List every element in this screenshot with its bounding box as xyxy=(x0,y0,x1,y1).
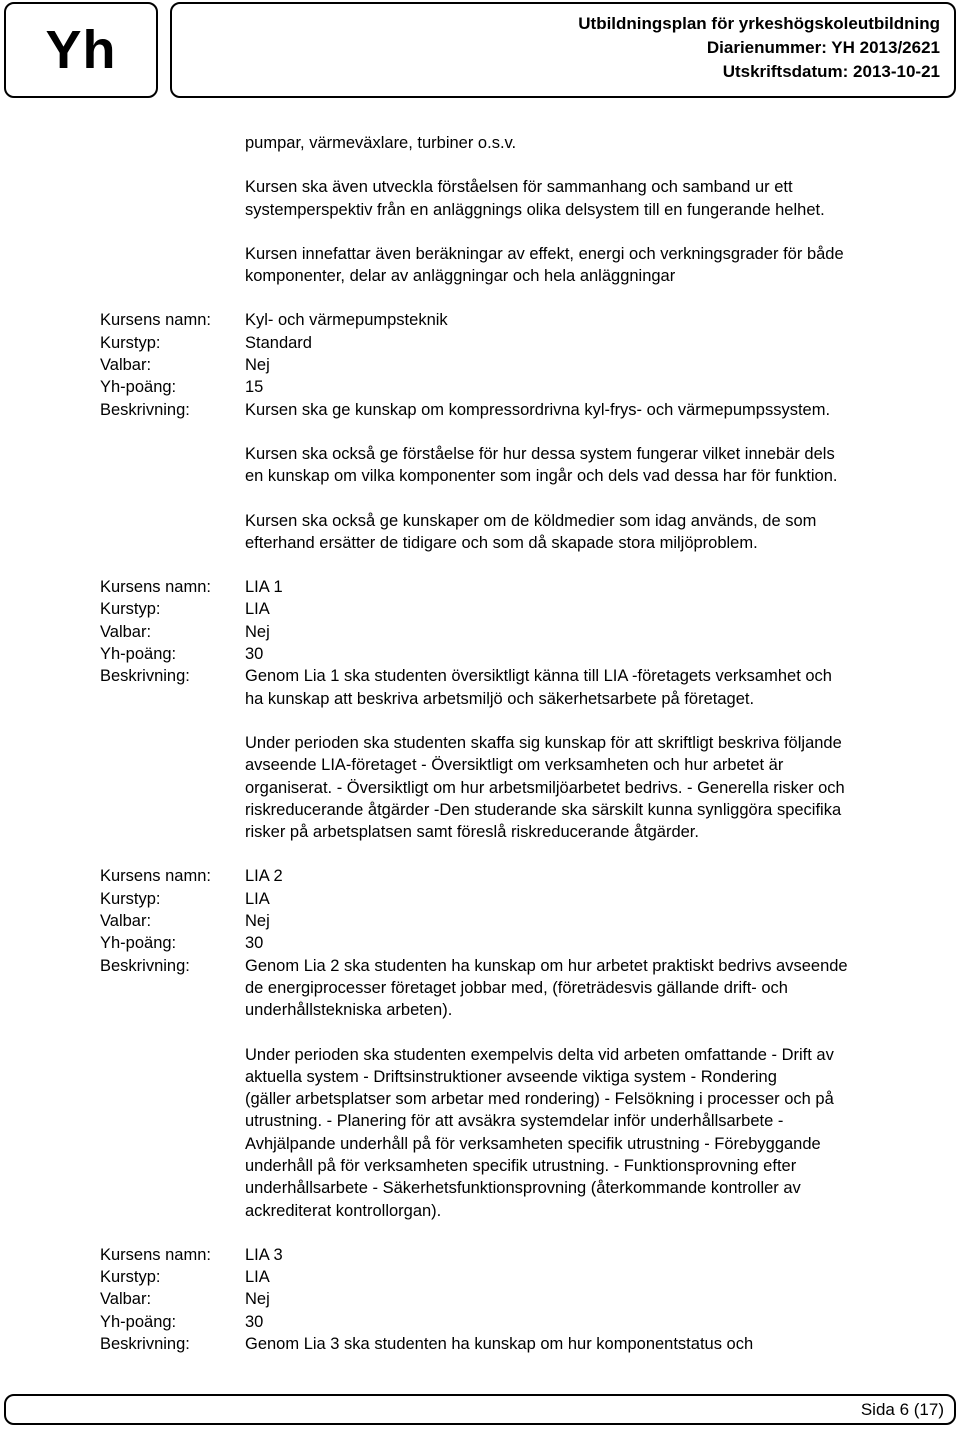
course-name-value: LIA 3 xyxy=(245,1245,283,1264)
course-name-row xyxy=(100,865,950,887)
course-description-paragraph xyxy=(245,665,950,710)
text-line: underhållstekniska arbeten). xyxy=(245,1001,453,1020)
diarienummer: Diarienummer: YH 2013/2621 xyxy=(706,38,940,57)
text-line: Kursen innefattar även beräkningar av effekt, energi och verkningsgrader för både xyxy=(245,244,844,263)
course-type-row xyxy=(100,1266,950,1288)
course-elective-label: Valbar: xyxy=(100,622,152,641)
text-line: Genom Lia 2 ska studenten ha kunskap om hur arbetet praktiskt bedrivs avseende xyxy=(245,956,848,975)
document-body xyxy=(100,132,950,1355)
course-name-value: Kyl- och värmepumpsteknik xyxy=(245,311,448,330)
paragraph-spacer xyxy=(100,1022,950,1044)
course-points-row xyxy=(100,1311,950,1333)
course-name-label: Kursens namn: xyxy=(100,311,211,330)
course-elective-row xyxy=(100,354,950,376)
course-type-value: LIA xyxy=(245,1268,270,1287)
course-elective-value: Nej xyxy=(245,1290,270,1309)
course-elective-row xyxy=(100,910,950,932)
logo-box xyxy=(4,2,158,98)
course-list xyxy=(100,309,950,1355)
course-type-label: Kurstyp: xyxy=(100,1268,161,1287)
paragraph-spacer xyxy=(100,710,950,732)
paragraph-spacer xyxy=(100,488,950,510)
course-description-paragraph xyxy=(245,510,950,555)
course-type-value: LIA xyxy=(245,889,270,908)
text-line: Under perioden ska studenten exempelvis delta vid arbeten omfattande - Drift av xyxy=(245,1045,834,1064)
course-elective-value: Nej xyxy=(245,356,270,375)
text-line: ha kunskap att beskriva arbetsmiljö och säkerhetsarbete på företaget. xyxy=(245,689,755,708)
document-header xyxy=(170,2,956,98)
course-points-value: 30 xyxy=(245,1312,264,1331)
course-type-value: LIA xyxy=(245,600,270,619)
document-title: Utbildningsplan för yrkeshögskoleutbildning xyxy=(578,14,940,33)
course-name-row xyxy=(100,1244,950,1266)
course-description-label: Beskrivning: xyxy=(100,400,190,419)
course-type-row xyxy=(100,888,950,910)
intro-paragraph-1 xyxy=(245,132,950,154)
text-line: aktuella system - Driftsinstruktioner avseende viktiga system - Rondering xyxy=(245,1067,777,1086)
text-line: ackrediterat kontrollorgan). xyxy=(245,1201,442,1220)
text-line: underhållsarbete - Säkerhetsfunktionsprovning (återkommande kontroller av xyxy=(245,1179,801,1198)
course-points-row xyxy=(100,932,950,954)
text-line: en kunskap om vilka komponenter som ingår och dels vad dessa har för funktion. xyxy=(245,467,838,486)
course-description-row xyxy=(100,399,950,421)
course-spacer xyxy=(100,1222,950,1244)
course-name-label: Kursens namn: xyxy=(100,867,211,886)
course-block xyxy=(100,576,950,843)
text-line: efterhand ersätter de tidigare och som då skapade stora miljöproblem. xyxy=(245,533,758,552)
text-line: pumpar, värmeväxlare, turbiner o.s.v. xyxy=(245,134,517,152)
text-line: Kursen ska också ge kunskaper om de köldmedier som idag används, de som xyxy=(245,511,817,530)
course-points-value: 30 xyxy=(245,645,264,664)
text-line: Avhjälpande underhåll på för verksamheten specifik utrustning - Förebyggande xyxy=(245,1134,821,1153)
course-points-row xyxy=(100,643,950,665)
course-description-label: Beskrivning: xyxy=(100,1335,190,1354)
course-type-label: Kurstyp: xyxy=(100,889,161,908)
course-block xyxy=(100,309,950,554)
course-points-value: 15 xyxy=(245,378,264,397)
text-line: riskreducerande åtgärder -Den studerande ska särskilt kunna synliggöra specifika xyxy=(245,800,842,819)
course-description-row xyxy=(100,955,950,1022)
course-type-label: Kurstyp: xyxy=(100,600,161,619)
course-description-paragraph xyxy=(245,732,950,843)
course-name-row xyxy=(100,576,950,598)
course-points-label: Yh-poäng: xyxy=(100,378,177,397)
intro-paragraph-2 xyxy=(245,176,950,221)
course-name-label: Kursens namn: xyxy=(100,578,211,597)
intro-paragraph-3 xyxy=(245,243,950,288)
text-line: utrustning. - Planering för att avsäkra systemdelar inför underhållsarbete - xyxy=(245,1112,784,1131)
text-line: Genom Lia 3 ska studenten ha kunskap om hur komponentstatus och xyxy=(245,1335,754,1354)
yh-logo: Yh xyxy=(45,20,117,80)
course-description-row xyxy=(100,1333,950,1355)
course-name-label: Kursens namn: xyxy=(100,1245,211,1264)
course-elective-label: Valbar: xyxy=(100,912,152,931)
course-type-value: Standard xyxy=(245,333,312,352)
intro-section xyxy=(245,132,950,287)
course-description-paragraph xyxy=(245,1044,950,1222)
course-description-label: Beskrivning: xyxy=(100,956,190,975)
text-line: (gäller arbetsplatser som arbetar med rondering) - Felsökning i processer och på xyxy=(245,1090,834,1109)
text-line: systemperspektiv från en anläggnings olika delsystem till en fungerande helhet. xyxy=(245,200,825,219)
text-line: risker på arbetsplatsen samt föreslå riskreducerande åtgärder. xyxy=(245,823,699,842)
course-elective-label: Valbar: xyxy=(100,356,152,375)
course-name-value: LIA 1 xyxy=(245,578,283,597)
course-elective-row xyxy=(100,1288,950,1310)
utskriftsdatum: Utskriftsdatum: 2013-10-21 xyxy=(722,62,940,81)
page-number: Sida 6 (17) xyxy=(860,1400,944,1419)
course-points-row xyxy=(100,376,950,398)
course-elective-value: Nej xyxy=(245,622,270,641)
course-description-paragraph xyxy=(245,443,950,488)
course-points-value: 30 xyxy=(245,934,264,953)
text-line: organiserat. - Översiktligt om hur arbetsmiljöarbetet bedrivs. - Generella risker och xyxy=(245,778,845,797)
text-line: Kursen ska ge kunskap om kompressordrivna kyl-frys- och värmepumpssystem. xyxy=(245,400,831,419)
course-description-row xyxy=(100,665,950,710)
paragraph-spacer xyxy=(100,421,950,443)
course-name-row xyxy=(100,309,950,331)
course-description-paragraph xyxy=(245,955,950,1022)
text-line: de energiprocesser företaget jobbar med, (företrädesvis gällande drift- och xyxy=(245,978,788,997)
text-line: Genom Lia 1 ska studenten översiktligt känna till LIA -företagets verksamhet och xyxy=(245,667,832,686)
course-type-row xyxy=(100,598,950,620)
course-description-label: Beskrivning: xyxy=(100,667,190,686)
text-line: underhåll på för verksamheten specifik utrustning. - Funktionsprovning efter xyxy=(245,1156,797,1175)
course-points-label: Yh-poäng: xyxy=(100,934,177,953)
text-line: Kursen ska också ge förståelse för hur dessa system fungerar vilket innebär dels xyxy=(245,444,835,463)
text-line: Under perioden ska studenten skaffa sig kunskap för att skriftligt beskriva följande xyxy=(245,733,842,752)
course-type-label: Kurstyp: xyxy=(100,333,161,352)
text-line: avseende LIA-företaget - Översiktligt om verksamheten och hur arbetet är xyxy=(245,756,784,775)
course-elective-label: Valbar: xyxy=(100,1290,152,1309)
course-name-value: LIA 2 xyxy=(245,867,283,886)
page-footer xyxy=(4,1394,956,1425)
course-block xyxy=(100,1244,950,1355)
course-spacer xyxy=(100,843,950,865)
course-points-label: Yh-poäng: xyxy=(100,1312,177,1331)
text-line: komponenter, delar av anläggningar och hela anläggningar xyxy=(245,267,676,286)
course-description-paragraph xyxy=(245,1333,950,1355)
course-block xyxy=(100,865,950,1221)
course-points-label: Yh-poäng: xyxy=(100,645,177,664)
text-line: Kursen ska även utveckla förståelsen för sammanhang och samband ur ett xyxy=(245,178,793,197)
course-type-row xyxy=(100,332,950,354)
course-description-paragraph xyxy=(245,399,950,421)
course-elective-row xyxy=(100,621,950,643)
course-elective-value: Nej xyxy=(245,912,270,931)
course-spacer xyxy=(100,554,950,576)
